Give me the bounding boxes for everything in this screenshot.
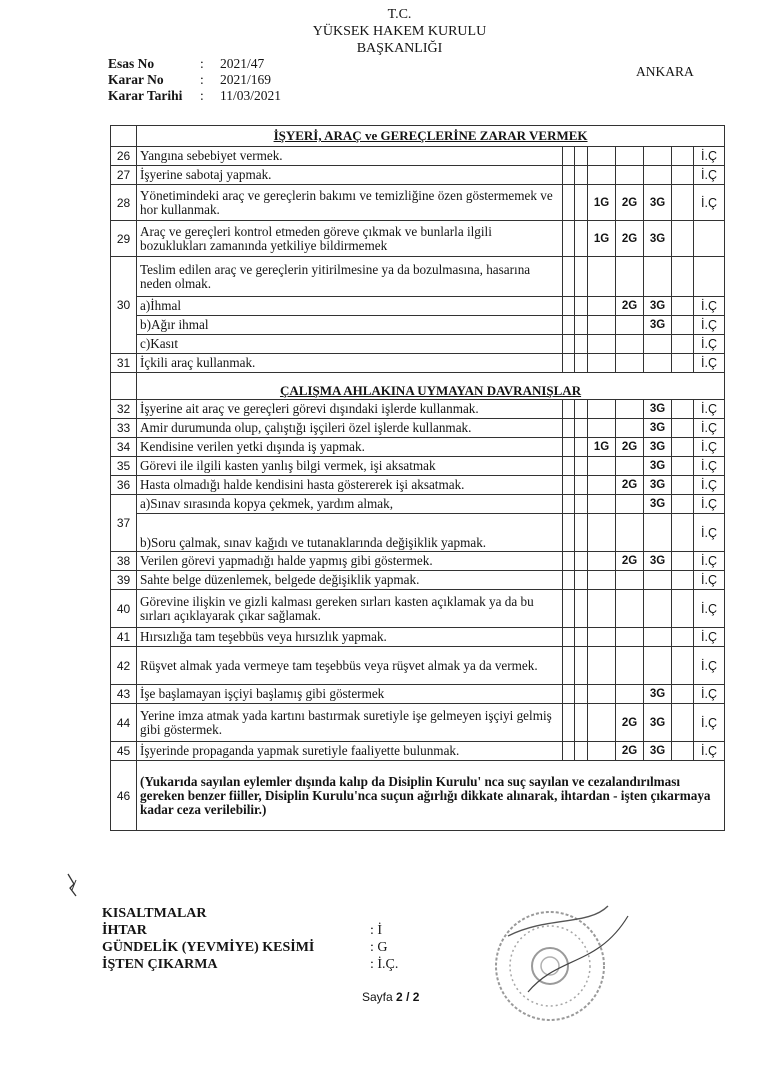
penalty-1 <box>588 297 616 316</box>
table-row <box>111 335 725 354</box>
table-row <box>111 316 725 335</box>
row-text: Yerine imza atmak yada kartını bastırmak suretiyle işe gelmeyen işçiyi gelmiş gibi göstermek. <box>137 704 563 742</box>
table-row <box>111 647 725 685</box>
city-label: ANKARA <box>636 64 694 79</box>
row-number: 31 <box>111 354 137 373</box>
row-number: 28 <box>111 185 137 221</box>
table-row <box>111 628 725 647</box>
penalty-1 <box>588 316 616 335</box>
penalty-1 <box>588 400 616 419</box>
row-text: İşyerinde propaganda yapmak suretiyle faaliyette bulunmak. <box>137 742 563 761</box>
penalty-dismissal: İ.Ç <box>694 476 725 495</box>
table-row <box>111 457 725 476</box>
section-title: İŞYERİ, ARAÇ ve GEREÇLERİNE ZARAR VERMEK <box>137 126 725 147</box>
penalty-1 <box>588 571 616 590</box>
meta-value: 11/03/2021 <box>220 88 282 103</box>
table-row <box>111 571 725 590</box>
penalty-dismissal: İ.Ç <box>694 704 725 742</box>
penalty-2: 2G <box>616 704 644 742</box>
penalty-dismissal: İ.Ç <box>694 400 725 419</box>
table-row <box>111 495 725 514</box>
penalty-3: 3G <box>644 400 672 419</box>
table-row <box>111 166 725 185</box>
section-row <box>111 126 725 147</box>
penalty-2 <box>616 685 644 704</box>
penalty-2: 2G <box>616 185 644 221</box>
row-number: 39 <box>111 571 137 590</box>
page-label: Sayfa <box>362 990 393 1004</box>
penalty-1 <box>588 457 616 476</box>
row-text: İçkili araç kullanmak. <box>137 354 563 373</box>
table-row <box>111 476 725 495</box>
meta-label: Karar Tarihi <box>108 88 183 103</box>
abbr-name: İŞTEN ÇIKARMA <box>102 957 218 972</box>
penalty-1: 1G <box>588 438 616 457</box>
penalty-dismissal: İ.Ç <box>694 495 725 514</box>
meta-colon: : <box>200 72 204 87</box>
penalty-2 <box>616 335 644 354</box>
row-number: 33 <box>111 419 137 438</box>
penalty-dismissal: İ.Ç <box>694 185 725 221</box>
penalty-dismissal: İ.Ç <box>694 742 725 761</box>
meta-colon: : <box>200 56 204 71</box>
section-title: ÇALIŞMA AHLAKINA UYMAYAN DAVRANIŞLAR <box>137 373 725 400</box>
penalty-1: 1G <box>588 185 616 221</box>
table-row <box>111 514 725 552</box>
penalty-3: 3G <box>644 742 672 761</box>
penalty-dismissal: İ.Ç <box>694 571 725 590</box>
table-row <box>111 742 725 761</box>
table-row <box>111 147 725 166</box>
penalty-3: 3G <box>644 221 672 257</box>
penalty-3: 3G <box>644 419 672 438</box>
penalty-3 <box>644 590 672 628</box>
row-text: b)Soru çalmak, sınav kağıdı ve tutanaklarında değişiklik yapmak. <box>137 514 563 552</box>
penalty-2 <box>616 147 644 166</box>
penalty-dismissal: İ.Ç <box>694 685 725 704</box>
penalty-2: 2G <box>616 438 644 457</box>
row-number: 37 <box>111 495 137 552</box>
penalty-1 <box>588 514 616 552</box>
page-total: 2 <box>412 990 420 1004</box>
meta-row-date <box>108 88 281 104</box>
page-separator: / <box>406 990 410 1004</box>
penalty-dismissal: İ.Ç <box>694 590 725 628</box>
row-text: Kendisine verilen yetki dışında iş yapmak. <box>137 438 563 457</box>
row-text: Görevine ilişkin ve gizli kalması gereken sırları kasten açıklamak ya da bu sırları açıklayarak çıkar sağlamak. <box>137 590 563 628</box>
meta-row-karar <box>108 72 281 88</box>
abbreviations-title: KISALTMALAR <box>102 906 207 921</box>
row-text: Yönetimindeki araç ve gereçlerin bakımı ve temizliğine özen göstermemek ve hor kullanmak. <box>137 185 563 221</box>
penalty-3 <box>644 335 672 354</box>
table-row <box>111 185 725 221</box>
row-text: İşe başlamayan işçiyi başlamış gibi göstermek <box>137 685 563 704</box>
row-number: 26 <box>111 147 137 166</box>
penalty-dismissal: İ.Ç <box>694 354 725 373</box>
penalty-3: 3G <box>644 185 672 221</box>
meta-label: Karar No <box>108 72 164 87</box>
penalty-1 <box>588 685 616 704</box>
penalty-3 <box>644 647 672 685</box>
abbreviations <box>102 905 398 973</box>
row-text: Hasta olmadığı halde kendisini hasta göstererek işi aksatmak. <box>137 476 563 495</box>
page-number <box>362 990 419 1004</box>
penalty-2: 2G <box>616 552 644 571</box>
penalty-1 <box>588 552 616 571</box>
row-text: Teslim edilen araç ve gereçlerin yitirilmesine ya da bozulmasına, hasarına neden olmak. <box>137 257 563 297</box>
penalty-3 <box>644 628 672 647</box>
penalty-table <box>110 125 725 831</box>
penalty-3: 3G <box>644 457 672 476</box>
penalty-3: 3G <box>644 495 672 514</box>
case-meta <box>108 56 281 104</box>
abbr-code: : İ.Ç. <box>370 957 399 972</box>
penalty-2 <box>616 514 644 552</box>
penalty-3 <box>644 514 672 552</box>
table-row <box>111 685 725 704</box>
penalty-3 <box>644 166 672 185</box>
row-text: Verilen görevi yapmadığı halde yapmış gibi göstermek. <box>137 552 563 571</box>
penalty-dismissal: İ.Ç <box>694 316 725 335</box>
penalty-1 <box>588 166 616 185</box>
penalty-dismissal: İ.Ç <box>694 552 725 571</box>
table-row <box>111 400 725 419</box>
row-number: 44 <box>111 704 137 742</box>
abbr-name: GÜNDELİK (YEVMİYE) KESİMİ <box>102 940 315 955</box>
penalty-1 <box>588 354 616 373</box>
penalty-dismissal: İ.Ç <box>694 166 725 185</box>
table-row <box>111 297 725 316</box>
penalty-2 <box>616 628 644 647</box>
row-number: 32 <box>111 400 137 419</box>
header-line-tc: T.C. <box>387 7 412 22</box>
row-number: 29 <box>111 221 137 257</box>
abbr-row <box>102 956 398 973</box>
section-row <box>111 373 725 400</box>
penalty-3 <box>644 354 672 373</box>
penalty-2 <box>616 400 644 419</box>
penalty-dismissal: İ.Ç <box>694 628 725 647</box>
row-number: 41 <box>111 628 137 647</box>
row-text: Görevi ile ilgili kasten yanlış bilgi vermek, işi aksatmak <box>137 457 563 476</box>
abbr-code: : G <box>370 940 388 955</box>
document-header <box>0 6 763 57</box>
penalty-2 <box>616 590 644 628</box>
row-text: Hırsızlığa tam teşebbüs veya hırsızlık yapmak. <box>137 628 563 647</box>
official-seal-stamp <box>488 896 638 1046</box>
row-number: 40 <box>111 590 137 628</box>
row-number: 46 <box>111 761 137 831</box>
table-row <box>111 257 725 297</box>
row-number: 27 <box>111 166 137 185</box>
table-row <box>111 704 725 742</box>
table-row <box>111 354 725 373</box>
meta-label: Esas No <box>108 56 155 71</box>
row-number: 42 <box>111 647 137 685</box>
row-number: 34 <box>111 438 137 457</box>
meta-value: 2021/169 <box>220 72 272 87</box>
penalty-3: 3G <box>644 297 672 316</box>
penalty-1 <box>588 590 616 628</box>
penalty-dismissal: İ.Ç <box>694 514 725 552</box>
penalty-1: 1G <box>588 221 616 257</box>
penalty-1 <box>588 147 616 166</box>
penalty-dismissal: İ.Ç <box>694 297 725 316</box>
abbr-code: : İ <box>370 923 383 938</box>
row-text: c)Kasıt <box>137 335 563 354</box>
row-number: 38 <box>111 552 137 571</box>
penalty-dismissal: İ.Ç <box>694 335 725 354</box>
penalty-2 <box>616 571 644 590</box>
abbr-name: İHTAR <box>102 923 147 938</box>
row-text: Sahte belge düzenlemek, belgede değişiklik yapmak. <box>137 571 563 590</box>
table-row <box>111 552 725 571</box>
penalty-1 <box>588 742 616 761</box>
row-text: Amir durumunda olup, çalıştığı işçileri özel işlerde kullanmak. <box>137 419 563 438</box>
penalty-3: 3G <box>644 685 672 704</box>
header-line-presidency: BAŞKANLIĞI <box>356 41 443 56</box>
row-text: Yangına sebebiyet vermek. <box>137 147 563 166</box>
meta-colon: : <box>200 88 204 103</box>
row-text: a)Sınav sırasında kopya çekmek, yardım almak, <box>137 495 563 514</box>
row-text: Araç ve gereçleri kontrol etmeden göreve çıkmak ve bunlarla ilgili bozuklukları zamanında yetkiliye bildirmemek <box>137 221 563 257</box>
penalty-2 <box>616 495 644 514</box>
row-number: 35 <box>111 457 137 476</box>
meta-value: 2021/47 <box>220 56 265 71</box>
row-number: 45 <box>111 742 137 761</box>
penalty-1 <box>588 628 616 647</box>
penalty-1 <box>588 476 616 495</box>
abbr-row <box>102 939 398 956</box>
row-text: İşyerine ait araç ve gereçleri görevi dışındaki işlerde kullanmak. <box>137 400 563 419</box>
penalty-dismissal: İ.Ç <box>694 147 725 166</box>
penalty-1 <box>588 704 616 742</box>
penalty-2: 2G <box>616 297 644 316</box>
penalty-2: 2G <box>616 221 644 257</box>
penalty-1 <box>588 647 616 685</box>
penalty-2: 2G <box>616 742 644 761</box>
table-row <box>111 438 725 457</box>
row-number: 43 <box>111 685 137 704</box>
penalty-dismissal: İ.Ç <box>694 647 725 685</box>
page-current: 2 <box>396 990 403 1004</box>
penalty-1 <box>588 495 616 514</box>
penalty-3: 3G <box>644 476 672 495</box>
margin-initial-mark <box>60 870 90 900</box>
penalty-2 <box>616 354 644 373</box>
penalty-3: 3G <box>644 316 672 335</box>
penalty-2 <box>616 419 644 438</box>
penalty-1 <box>588 419 616 438</box>
penalty-3: 3G <box>644 438 672 457</box>
table-row <box>111 419 725 438</box>
row-number: 30 <box>111 257 137 354</box>
penalty-3 <box>644 571 672 590</box>
header-line-institution: YÜKSEK HAKEM KURULU <box>312 24 487 39</box>
row-text: a)İhmal <box>137 297 563 316</box>
penalty-2 <box>616 166 644 185</box>
meta-row-esas <box>108 56 281 72</box>
row-text: İşyerine sabotaj yapmak. <box>137 166 563 185</box>
penalty-2 <box>616 647 644 685</box>
penalty-dismissal <box>694 221 725 257</box>
penalty-3: 3G <box>644 552 672 571</box>
penalty-3 <box>644 147 672 166</box>
penalty-3: 3G <box>644 704 672 742</box>
penalty-dismissal: İ.Ç <box>694 419 725 438</box>
penalty-dismissal: İ.Ç <box>694 438 725 457</box>
row-text: Rüşvet almak yada vermeye tam teşebbüs veya rüşvet almak ya da vermek. <box>137 647 563 685</box>
penalty-2: 2G <box>616 476 644 495</box>
table-row <box>111 221 725 257</box>
table-row <box>111 761 725 831</box>
penalty-1 <box>588 335 616 354</box>
row-number: 36 <box>111 476 137 495</box>
abbr-row <box>102 922 398 939</box>
penalty-dismissal: İ.Ç <box>694 457 725 476</box>
row-text: b)Ağır ihmal <box>137 316 563 335</box>
table-row <box>111 590 725 628</box>
penalty-2 <box>616 457 644 476</box>
row-text: (Yukarıda sayılan eylemler dışında kalıp da Disiplin Kurulu' nca suç sayılan ve cezalandırılması gereken benzer fiiller, Disiplin Kurulu'nca suçun ağırlığı dikkate alınarak, ihtardan - işten çıkarmaya kadar ceza verilebilir.) <box>137 761 725 831</box>
penalty-2 <box>616 316 644 335</box>
